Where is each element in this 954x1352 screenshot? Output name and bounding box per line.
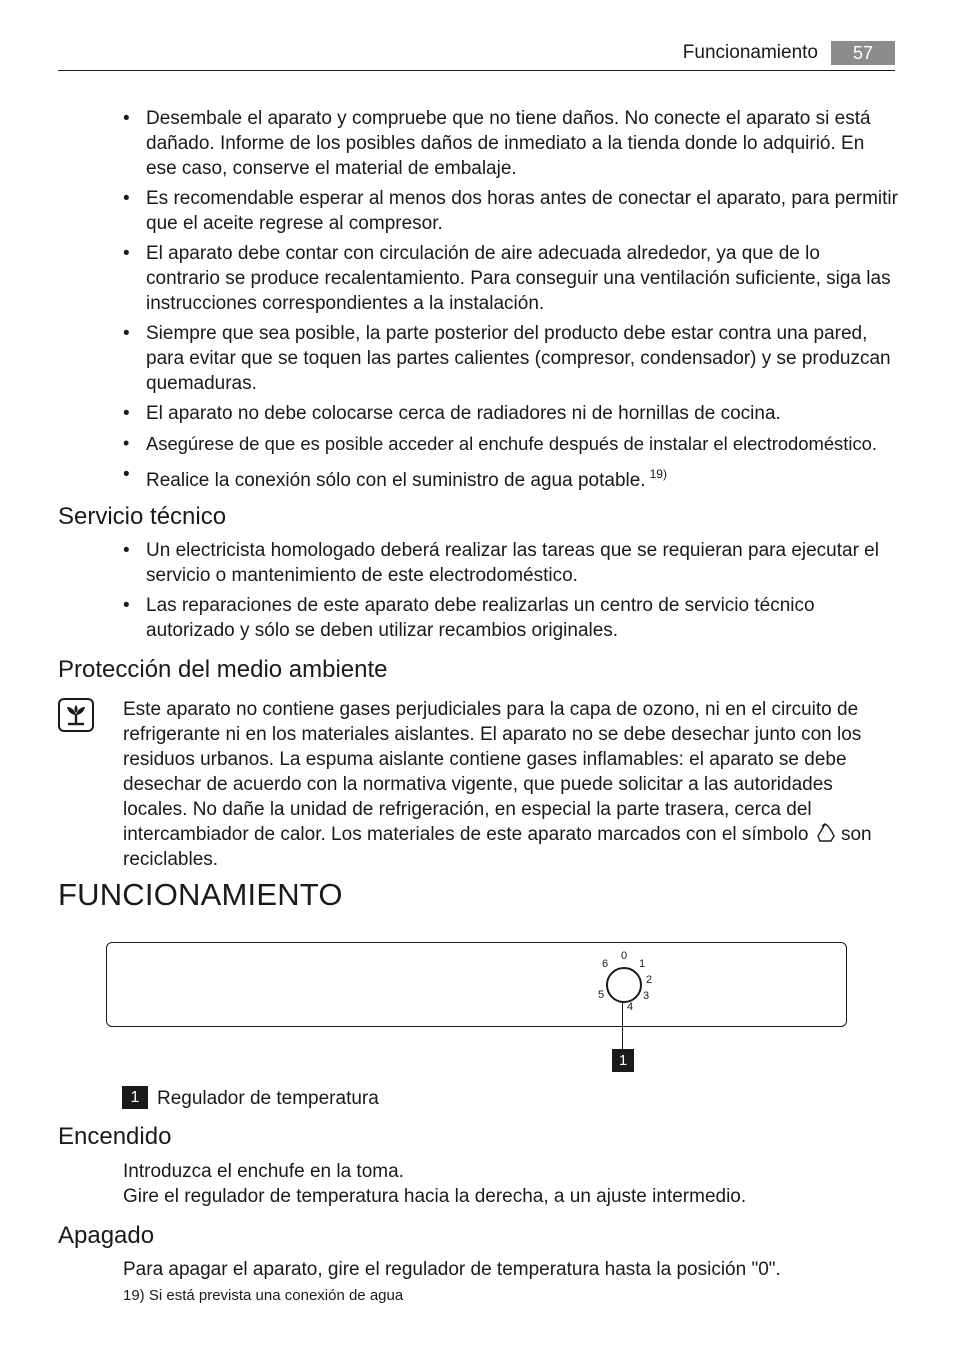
dial-number-2: 2 xyxy=(646,974,653,986)
list-item: • Es recomendable esperar al menos dos horas antes de conectar el aparato, para permitir que el aceite regrese al compresor. xyxy=(123,188,898,234)
encendido-line-2: Gire el regulador de temperatura hacia la derecha, a un ajuste intermedio. xyxy=(123,1186,747,1207)
header-rule xyxy=(58,70,895,71)
list-item: • Un electricista homologado deberá realizar las tareas que se requieran para ejecutar el servicio o mantenimiento de este electrodoméstico. xyxy=(123,540,879,586)
list-item: • Desembale el aparato y compruebe que no tiene daños. No conecte el aparato si está dañado. Informe de los posibles daños de inmediato a la tienda donde lo adquirió. En ese caso, conserve el material de embalaje. xyxy=(123,108,871,179)
running-header-title: Funcionamiento xyxy=(682,42,818,63)
control-panel-illustration xyxy=(106,942,847,1027)
dial-number-3: 3 xyxy=(643,990,650,1002)
encendido-line-1: Introduzca el enchufe en la toma. xyxy=(123,1161,404,1182)
page-number: 57 xyxy=(831,41,895,65)
list-item: • El aparato no debe colocarse cerca de radiadores ni de hornillas de cocina. xyxy=(123,403,781,424)
proteccion-paragraph: Este aparato no contiene gases perjudiciales para la capa de ozono, ni en el circuito de refrigerante ni en los materiales aislantes. El aparato no se debe desechar junto con los residuos urbanos. La espuma aislante contiene gases inflamables: el aparato se debe desechar de acuerdo con la normativa vigente, que puede solicitar a las autoridades locales. No dañe la unidad de refrigeración, en especial la parte trasera, cerca del intercambiador de calor. Los materiales de este aparato marcados con el símbolo son reciclables. xyxy=(123,699,872,870)
legend-badge: 1 xyxy=(122,1086,148,1109)
encendido-heading: Encendido xyxy=(58,1123,172,1150)
list-item: • Siempre que sea posible, la parte posterior del producto debe estar contra una pared, para evitar que se toquen las partes calientes (compresor, condensador) y se produzcan quemaduras. xyxy=(123,323,891,394)
servicio-heading: Servicio técnico xyxy=(58,503,227,530)
dial-number-0: 0 xyxy=(621,950,628,962)
funcionamiento-heading: FUNCIONAMIENTO xyxy=(58,877,343,912)
proteccion-heading: Protección del medio ambiente xyxy=(58,656,388,683)
temperature-dial xyxy=(606,967,642,1003)
footnote-ref: 19) xyxy=(649,467,667,481)
apagado-heading: Apagado xyxy=(58,1222,155,1249)
list-item: • El aparato debe contar con circulación de aire adecuada alrededor, ya que de lo contrario se produce recalentamiento. Para conseguir una ventilación suficiente, siga las instrucciones correspondientes a la instalación. xyxy=(123,243,891,314)
list-item: • Asegúrese de que es posible acceder al enchufe después de instalar el electrodoméstico. xyxy=(123,433,877,454)
list-item: • Realice la conexión sólo con el suministro de agua potable. $^{19)}$ xyxy=(123,464,667,491)
callout-line xyxy=(622,1003,623,1049)
apagado-text: Para apagar el aparato, gire el regulador de temperatura hasta la posición "0". xyxy=(123,1259,781,1280)
servicio-bullet-list xyxy=(123,538,898,648)
callout-badge: 1 xyxy=(612,1049,634,1072)
footnote: 19) Si está prevista una conexión de agua xyxy=(123,1287,404,1304)
recycle-icon xyxy=(814,823,836,843)
dial-number-6: 6 xyxy=(602,958,609,970)
legend-label: Regulador de temperatura xyxy=(157,1088,379,1109)
list-item: • Las reparaciones de este aparato debe realizarlas un centro de servicio técnico autorizado y sólo se deben utilizar recambios originales. xyxy=(123,595,815,641)
environment-plant-icon xyxy=(58,698,94,732)
dial-number-5: 5 xyxy=(598,989,605,1001)
dial-number-1: 1 xyxy=(639,958,646,970)
dial-number-4: 4 xyxy=(627,1001,634,1013)
intro-bullet-list xyxy=(123,106,898,498)
